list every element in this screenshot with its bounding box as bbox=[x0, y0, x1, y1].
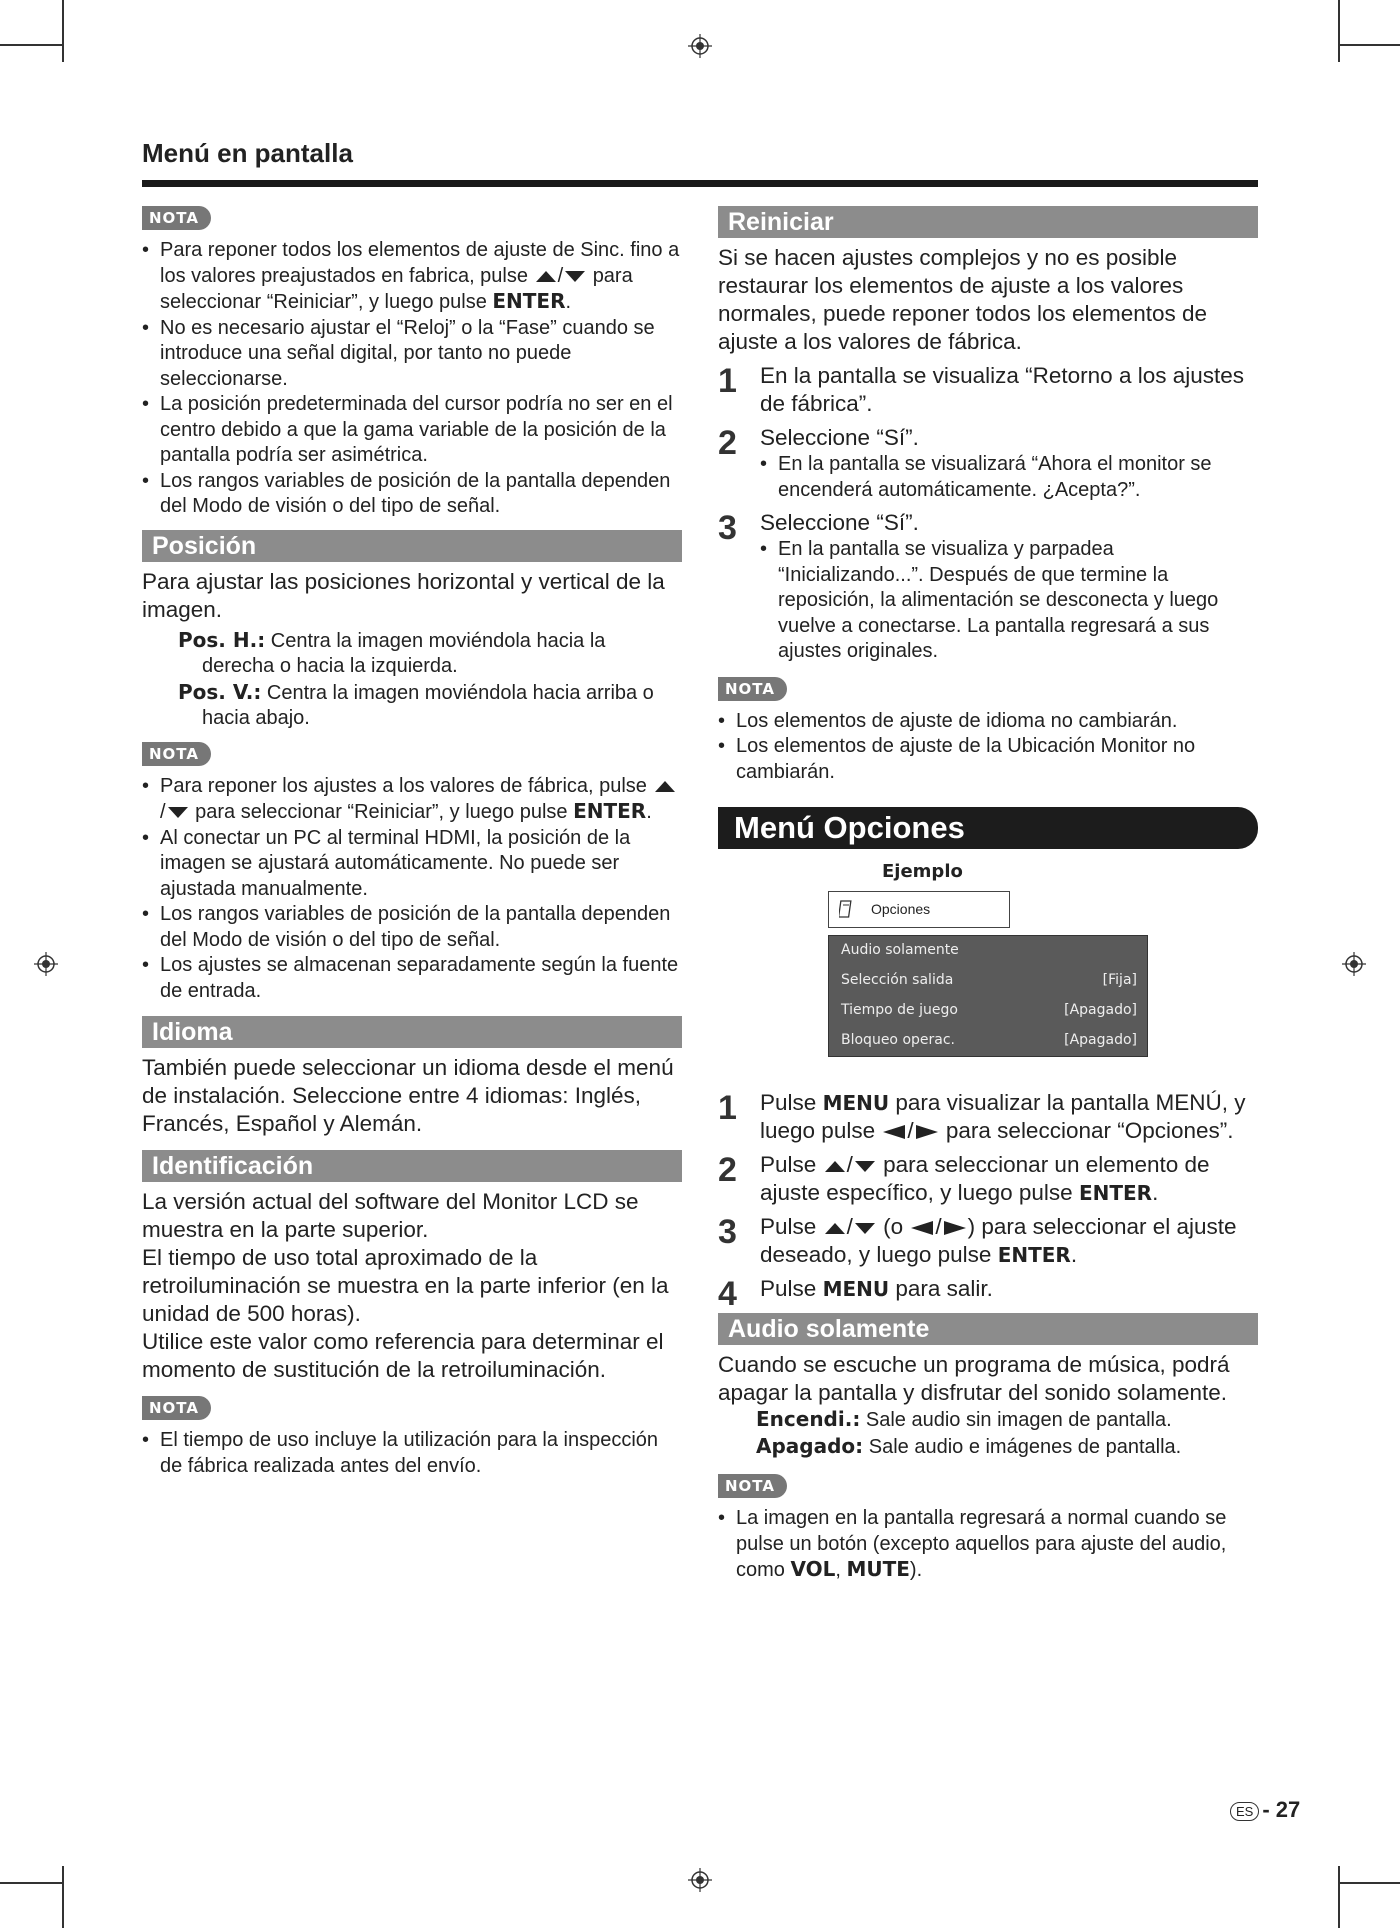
right-arrow-icon bbox=[916, 1125, 938, 1139]
crop-mark bbox=[1338, 1882, 1400, 1884]
left-arrow-icon bbox=[883, 1125, 905, 1139]
crop-mark bbox=[1338, 44, 1400, 46]
step: 2 Pulse / para seleccionar un elemento de ajuste específico, y luego pulse ENTER. bbox=[718, 1151, 1210, 1205]
nota-block bbox=[142, 742, 682, 1005]
registration-mark-icon bbox=[34, 952, 58, 976]
nota-item: • Para reponer todos los elementos de ajuste de Sinc. fino a los valores preajustados en fabrica, pulse / para seleccionar “Reiniciar”, y luego pulse ENTER. bbox=[142, 238, 682, 316]
section-body: Si se hacen ajustes complejos y no es posible restaurar los elementos de ajuste a los valores normales, puede reponer todos los elementos de ajuste a los valores de fábrica. bbox=[718, 245, 1208, 354]
options-menu-list bbox=[828, 935, 1148, 1057]
pos-h-line bbox=[142, 628, 682, 680]
enter-key-label: ENTER bbox=[573, 799, 647, 823]
options-menu-header-label: Opciones bbox=[871, 901, 931, 917]
section-body: La versión actual del software del Monitor LCD se muestra en la parte superior. bbox=[142, 1189, 639, 1242]
step-text: Pulse bbox=[760, 1152, 817, 1177]
section-audio-solamente bbox=[718, 1313, 1258, 1460]
registration-mark-icon bbox=[688, 34, 712, 58]
page-title: Menú en pantalla bbox=[142, 138, 353, 168]
nota-item: • Los elementos de ajuste de la Ubicación Monitor no cambiarán. bbox=[718, 734, 1258, 785]
nota-block bbox=[142, 206, 682, 520]
crop-mark bbox=[0, 1882, 62, 1884]
nota-text: para seleccionar “Reiniciar”, y luego pulse bbox=[195, 801, 568, 823]
section-reiniciar bbox=[718, 206, 1258, 665]
pos-v-label: Pos. V.: bbox=[178, 679, 262, 704]
options-menu-row bbox=[841, 1002, 1137, 1022]
down-arrow-icon bbox=[855, 1223, 875, 1234]
step-text: para salir. bbox=[895, 1276, 993, 1301]
nota-badge: NOTA bbox=[718, 1474, 787, 1498]
step bbox=[718, 509, 1258, 665]
audio-on-label: Encendi.: bbox=[756, 1407, 861, 1431]
nota-list bbox=[718, 1506, 1258, 1584]
nota-item: • Al conectar un PC al terminal HDMI, la posición de la imagen se ajustará automáticamente. No puede ser ajustada manualmente. bbox=[142, 826, 682, 903]
step-number: 2 bbox=[718, 1151, 737, 1189]
section-idioma bbox=[142, 1016, 682, 1138]
step-text: Seleccione “Sí”. bbox=[760, 425, 919, 450]
title-rule bbox=[142, 180, 1258, 187]
nota-list bbox=[142, 1428, 682, 1479]
nota-item: • La imagen en la pantalla regresará a normal cuando se pulse un botón (excepto aquellos para ajuste del audio, como VOL, MUTE). bbox=[718, 1506, 1258, 1584]
step-text: para seleccionar “Opciones”. bbox=[945, 1118, 1234, 1143]
step-number: 4 bbox=[718, 1275, 737, 1313]
nota-item: • Los rangos variables de posición de la pantalla dependen del Modo de visión o del tipo de señal. bbox=[142, 469, 682, 520]
step: 3 Pulse / (o / ) para seleccionar el ajuste deseado, y luego pulse ENTER. bbox=[718, 1213, 1237, 1267]
left-arrow-icon bbox=[911, 1221, 933, 1235]
options-row-value: [Fija] bbox=[1102, 972, 1137, 988]
nota-item: • Los ajustes se almacenan separadamente según la fuente de entrada. bbox=[142, 953, 682, 1004]
section-title: Idioma bbox=[142, 1016, 682, 1048]
section-menu-opciones bbox=[718, 807, 1258, 1313]
nota-text: Para reponer los ajustes a los valores de fábrica, pulse bbox=[160, 774, 647, 797]
options-row-value: [Apagado] bbox=[1064, 1032, 1137, 1048]
step-text: Seleccione “Sí”. bbox=[760, 510, 919, 535]
crop-mark bbox=[62, 0, 64, 62]
enter-key-label: ENTER bbox=[492, 289, 566, 313]
audio-off-text: Sale audio e imágenes de pantalla. bbox=[868, 1435, 1182, 1458]
audio-off-line bbox=[718, 1434, 1258, 1461]
nota-badge: NOTA bbox=[142, 206, 211, 230]
enter-key-label: ENTER bbox=[997, 1243, 1071, 1267]
step-text: Pulse bbox=[760, 1276, 817, 1301]
step bbox=[718, 362, 1258, 418]
mute-key-label: MUTE bbox=[846, 1557, 910, 1581]
step bbox=[718, 424, 1258, 503]
options-row-label: Tiempo de juego bbox=[841, 1002, 958, 1018]
vol-key-label: VOL bbox=[790, 1557, 836, 1581]
page-number: ES - 27 bbox=[1230, 1797, 1300, 1823]
registration-mark-icon bbox=[1342, 952, 1366, 976]
nota-text: La imagen en la pantalla regresará a normal cuando se pulse un botón (excepto aquellos para ajuste del audio, como bbox=[736, 1507, 1227, 1581]
nota-badge: NOTA bbox=[718, 677, 787, 701]
pos-v-line bbox=[142, 680, 682, 732]
section-title: Audio solamente bbox=[718, 1313, 1258, 1345]
nota-block bbox=[718, 1474, 1258, 1584]
pos-v-text: Centra la imagen moviéndola hacia arriba o hacia abajo. bbox=[202, 681, 654, 729]
pos-h-label: Pos. H.: bbox=[178, 627, 266, 652]
nota-item: • El tiempo de uso incluye la utilización para la inspección de fábrica realizada antes del envío. bbox=[142, 1428, 682, 1479]
step-number: 3 bbox=[718, 1213, 737, 1251]
page-number-value: 27 bbox=[1275, 1797, 1301, 1822]
step-number: 3 bbox=[718, 509, 737, 547]
section-posicion bbox=[142, 530, 682, 732]
nota-badge: NOTA bbox=[142, 1396, 211, 1420]
right-arrow-icon bbox=[944, 1221, 966, 1235]
step-text: Pulse bbox=[760, 1214, 817, 1239]
enter-key-label: ENTER bbox=[1078, 1181, 1153, 1205]
language-badge: ES bbox=[1230, 1802, 1259, 1821]
section-identificacion bbox=[142, 1150, 682, 1384]
crop-mark bbox=[0, 44, 62, 46]
up-arrow-icon bbox=[536, 271, 556, 282]
section-body: Utilice este valor como referencia para determinar el momento de sustitución de la retroiluminación. bbox=[142, 1329, 664, 1382]
section-body: El tiempo de uso total aproximado de la retroiluminación se muestra en la parte inferior (en la unidad de 500 horas). bbox=[142, 1245, 669, 1326]
step-sublist bbox=[760, 537, 1258, 665]
step-number: 1 bbox=[718, 1089, 737, 1127]
audio-on-text: Sale audio sin imagen de pantalla. bbox=[865, 1409, 1172, 1431]
options-row-label: Bloqueo operac. bbox=[841, 1032, 955, 1048]
right-column bbox=[718, 206, 1258, 1584]
step bbox=[718, 1275, 1258, 1313]
step-text: para seleccionar un elemento de ajuste específico, y luego pulse bbox=[760, 1152, 1210, 1205]
options-menu-header bbox=[828, 891, 1010, 928]
nota-block bbox=[142, 1396, 682, 1479]
section-body: Cuando se escuche un programa de música, podrá apagar la pantalla y disfrutar del sonido solamente. bbox=[718, 1352, 1230, 1405]
step-number: 1 bbox=[718, 362, 737, 400]
up-arrow-icon bbox=[825, 1161, 845, 1172]
step-sublist bbox=[760, 452, 1258, 503]
options-row-label: Selección salida bbox=[841, 972, 954, 988]
section-title: Reiniciar bbox=[718, 206, 1258, 238]
left-column bbox=[142, 206, 682, 1479]
step: 1 Pulse MENU para visualizar la pantalla MENÚ, y luego pulse / para seleccionar “Opciones”. bbox=[718, 1089, 1246, 1143]
example-label: Ejemplo bbox=[882, 861, 963, 882]
menu-key-label: MENU bbox=[822, 1277, 890, 1301]
down-arrow-icon bbox=[168, 807, 188, 818]
crop-mark bbox=[62, 1866, 64, 1928]
crop-mark bbox=[1338, 1866, 1340, 1928]
registration-mark-icon bbox=[688, 1868, 712, 1892]
nota-list bbox=[142, 238, 682, 520]
step-subitem: • En la pantalla se visualizará “Ahora el monitor se encenderá automáticamente. ¿Acepta?”. bbox=[760, 452, 1258, 503]
step-text: Pulse bbox=[760, 1090, 817, 1115]
options-row-value: [Apagado] bbox=[1064, 1002, 1137, 1018]
nota-item: • La posición predeterminada del cursor podría no ser en el centro debido a que la gama variable de la posición de la pantalla podría ser asimétrica. bbox=[142, 392, 682, 469]
options-menu-row bbox=[841, 1032, 1137, 1052]
options-menu-example bbox=[718, 849, 1258, 1059]
nota-item: • Los rangos variables de posición de la pantalla dependen del Modo de visión o del tipo de señal. bbox=[142, 902, 682, 953]
options-menu-row bbox=[841, 942, 1137, 962]
audio-on-line bbox=[718, 1407, 1258, 1434]
section-body: Para ajustar las posiciones horizontal y vertical de la imagen. bbox=[142, 568, 665, 622]
nota-item: • Los elementos de ajuste de idioma no cambiarán. bbox=[718, 709, 1258, 735]
step-text: para visualizar la pantalla MENÚ, y luego pulse bbox=[760, 1090, 1246, 1143]
up-arrow-icon bbox=[825, 1223, 845, 1234]
nota-item: • Para reponer los ajustes a los valores de fábrica, pulse / para seleccionar “Reiniciar”, y luego pulse ENTER. bbox=[142, 774, 682, 826]
nota-block bbox=[718, 677, 1258, 786]
crop-mark bbox=[1338, 0, 1340, 62]
options-menu-row bbox=[841, 972, 1137, 992]
nota-list bbox=[142, 774, 682, 1005]
up-arrow-icon bbox=[655, 781, 675, 792]
nota-text: Para reponer todos los elementos de ajuste de Sinc. fino a los valores preajustados en fabrica, pulse bbox=[160, 239, 680, 287]
pos-h-text: Centra la imagen moviéndola hacia la derecha o hacia la izquierda. bbox=[202, 629, 606, 677]
step-number: 2 bbox=[718, 424, 737, 462]
step-text: (o bbox=[883, 1214, 904, 1239]
step-text: ) para seleccionar el ajuste deseado, y luego pulse bbox=[760, 1214, 1237, 1267]
audio-off-label: Apagado: bbox=[756, 1433, 864, 1458]
section-body: También puede seleccionar un idioma desde el menú de instalación. Seleccione entre 4 idiomas: Inglés, Francés, Español y Alemán. bbox=[142, 1055, 674, 1136]
nota-badge: NOTA bbox=[142, 742, 211, 766]
nota-list bbox=[718, 709, 1258, 786]
down-arrow-icon bbox=[855, 1161, 875, 1172]
options-row-label: Audio solamente bbox=[841, 942, 959, 958]
menu-key-label: MENU bbox=[822, 1091, 890, 1115]
down-arrow-icon bbox=[565, 271, 585, 282]
nota-item: • No es necesario ajustar el “Reloj” o la “Fase” cuando se introduce una señal digital, por tanto no puede seleccionarse. bbox=[142, 316, 682, 393]
nota-text: para seleccionar “Reiniciar”, y luego pulse bbox=[160, 264, 633, 313]
section-title: Posición bbox=[142, 530, 682, 562]
menu-opciones-title: Menú Opciones bbox=[718, 807, 1258, 849]
options-menu-icon bbox=[839, 900, 853, 918]
section-title: Identificación bbox=[142, 1150, 682, 1182]
step-text: En la pantalla se visualiza “Retorno a los ajustes de fábrica”. bbox=[760, 363, 1245, 416]
step-subitem: • En la pantalla se visualiza y parpadea “Inicializando...”. Después de que termine la reposición, la alimentación se desconecta y luego vuelve a conectarse. La pantalla regresará a sus ajustes originales. bbox=[760, 537, 1258, 665]
